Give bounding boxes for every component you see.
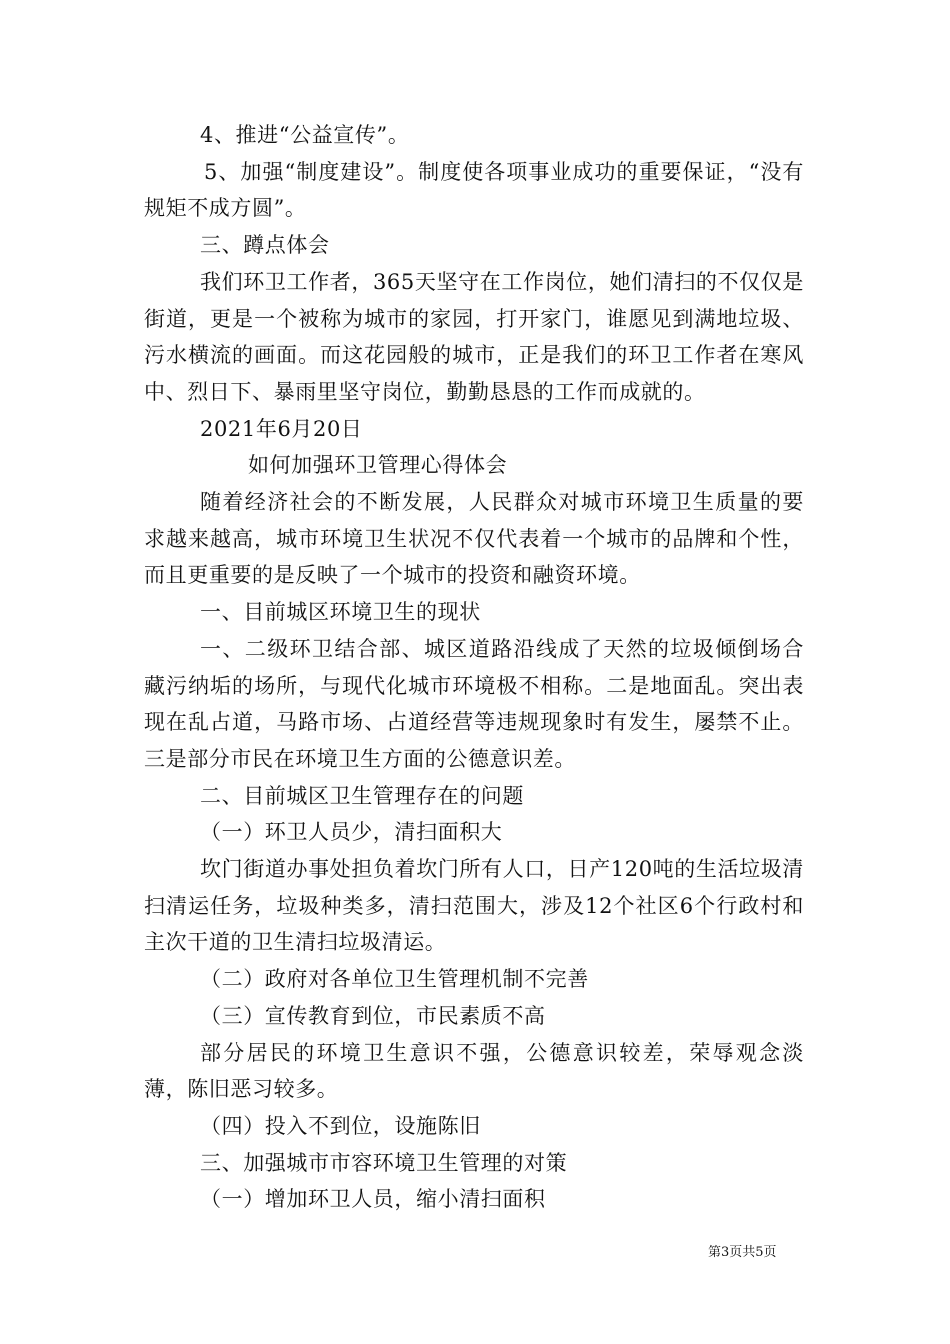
- subheading-staff-shortage: （一）环卫人员少，清扫面积大: [200, 820, 503, 845]
- document-body: [144, 117, 804, 1218]
- subheading-investment-facilities: （四）投入不到位，设施陈旧: [200, 1113, 481, 1138]
- paragraph-public-promotion: 4、推进“公益宣传”。: [200, 123, 410, 147]
- section-heading-problems: 二、目前城区卫生管理存在的问题: [200, 783, 524, 808]
- section-heading-experience: 三、蹲点体会: [200, 233, 330, 258]
- section-heading-countermeasures: 三、加强城市市容环境卫生管理的对策: [200, 1150, 568, 1175]
- paragraph-introduction: 随着经济社会的不断发展，人民群众对城市环境卫生质量的要求越来越高，城市环境卫生状况不仅代表着一个城市的品牌和个性，而且更重要的是反映了一个城市的投资和融资环境。: [144, 490, 804, 588]
- date-line: 2021年6月20日: [200, 416, 363, 441]
- paragraph-resident-awareness: 部分居民的环境卫生意识不强，公德意识较差，荣辱观念淡薄，陈旧恶习较多。: [144, 1040, 804, 1102]
- paragraph-kanmen-workload: 坎门街道办事处担负着坎门所有人口，日产120吨的生活垃圾清扫清运任务，垃圾种类多，清扫范围大，涉及12个社区6个行政村和主次干道的卫生清扫垃圾清运。: [144, 857, 804, 955]
- paragraph-system-building: 5、加强“制度建设”。制度使各项事业成功的重要保证，“没有规矩不成方圆”。: [144, 159, 804, 221]
- section-heading-current-status: 一、目前城区环境卫生的现状: [200, 600, 481, 625]
- paragraph-current-status: 一、二级环卫结合部、城区道路沿线成了天然的垃圾倾倒场合藏污纳垢的场所，与现代化城市环境极不相称。二是地面乱。突出表现在乱占道，马路市场、占道经营等违规现象时有发生，屡禁不止。三是部分市民在环境卫生方面的公德意识差。: [144, 636, 804, 771]
- page-number-footer: 第3页共5页: [708, 1245, 777, 1260]
- subheading-public-education: （三）宣传教育到位，市民素质不高: [200, 1003, 546, 1028]
- document-title: 如何加强环卫管理心得体会: [248, 453, 508, 478]
- subheading-increase-staff: （一）增加环卫人员，缩小清扫面积: [200, 1187, 546, 1212]
- paragraph-sanitation-workers: 我们环卫工作者，365天坚守在工作岗位，她们清扫的不仅仅是街道，更是一个被称为城市的家园，打开家门，谁愿见到满地垃圾、污水横流的画面。而这花园般的城市，正是我们的环卫工作者在寒风中、烈日下、暴雨里坚守岗位，勤勤恳恳的工作而成就的。: [144, 269, 804, 404]
- subheading-management-mechanism: （二）政府对各单位卫生管理机制不完善: [200, 967, 589, 992]
